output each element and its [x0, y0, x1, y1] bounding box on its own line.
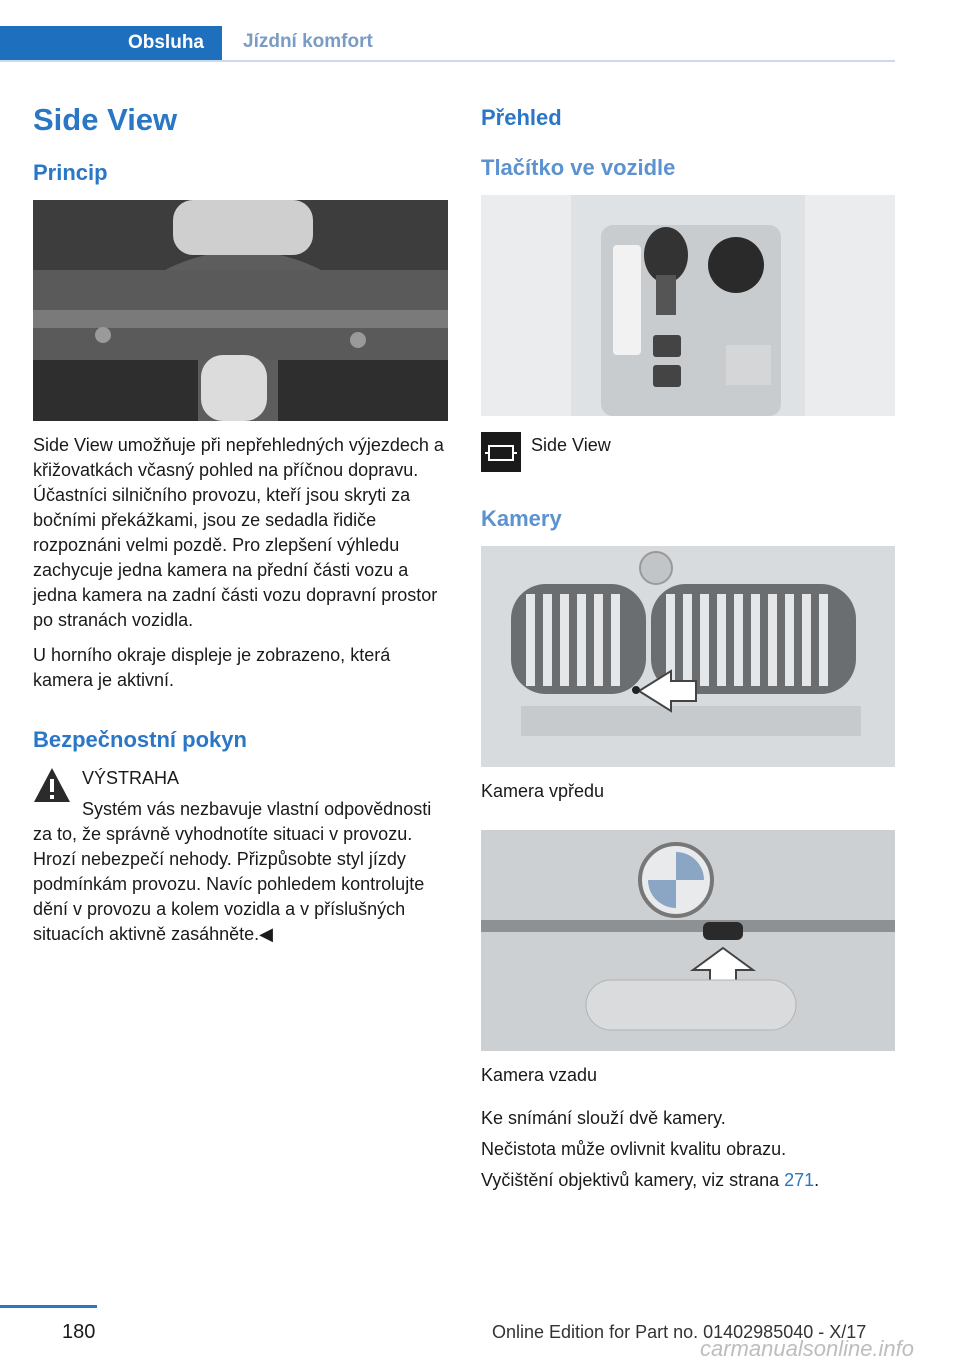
side-view-button-icon: [481, 432, 521, 472]
cameras-line-3: [481, 1168, 819, 1193]
section-safety: Bezpečnostní pokyn: [33, 727, 247, 752]
warning-label: VÝSTRAHA: [82, 768, 180, 788]
cameras-line-2: Nečistota může ovlivnit kvalitu obrazu.: [481, 1139, 787, 1159]
tab-jizdni-komfort[interactable]: Jízdní komfort: [243, 31, 373, 52]
front-camera-photo-svg: [481, 546, 895, 767]
front-camera-photo: [481, 546, 895, 767]
section-princip: Princip: [33, 160, 108, 185]
cameras-line-1: Ke snímání slouží dvě kamery.: [481, 1108, 726, 1128]
principle-illustration-svg: [33, 200, 448, 421]
subsection-button: Tlačítko ve vozidle: [481, 155, 676, 180]
side-view-button-label: Side View: [531, 435, 611, 455]
footer-accent-line: [0, 1305, 97, 1308]
button-photo-svg: [481, 195, 895, 416]
tab-obsluha-label: Obsluha: [127, 32, 204, 53]
caption-front-camera: Kamera vpředu: [481, 781, 605, 801]
header-divider: [0, 60, 895, 62]
page-title: Side View: [33, 102, 178, 137]
principle-paragraph: Side View umožňuje při nepřehledných výjezdech a křižovatkách včasný pohled na příčnou dopravu. Účastníci silničního provozu, kteří jsou skryti za bočními překážkami, jsou ze sedadla řidiče rozpoznáni velmi pozdě. Pro zlepšení výhledu zachycuje jedna kamera na přední části vozu a jedna kamera na zadní části vozu dopravní prostor po stranách vozidla.: [33, 435, 444, 630]
principle-illustration: [33, 200, 448, 421]
page-link-271[interactable]: 271: [784, 1170, 815, 1190]
edition-text: Online Edition for Part no. 01402985040 - X/17: [492, 1322, 867, 1342]
rear-camera-photo: [481, 830, 895, 1051]
button-photo: [481, 195, 895, 416]
cameras-line-3-end: .: [814, 1170, 820, 1190]
section-overview: Přehled: [481, 105, 562, 130]
watermark: carmanualsonline.info: [700, 1336, 915, 1361]
warning-text: Systém vás nezbavuje vlastní odpovědnosti za to, že správně vyhodnotíte situaci v provozu. Hrozí nebezpečí nehody. Přizpůsobte styl jízdy podmínkám provozu. Navíc pohledem kontrolujte dění v provozu a kolem vozidla a v příslušných situacích aktivně zasáhněte.◀: [33, 799, 432, 944]
cameras-line-3-text: Vyčištění objektivů kamery, viz strana: [481, 1170, 785, 1190]
subsection-cameras: Kamery: [481, 506, 562, 531]
rear-camera-photo-svg: [481, 830, 895, 1051]
page-number: 180: [62, 1321, 96, 1343]
display-paragraph: U horního okraje displeje je zobrazeno, která kamera je aktivní.: [33, 645, 391, 690]
tab-obsluha[interactable]: [0, 26, 222, 62]
caption-rear-camera: Kamera vzadu: [481, 1065, 598, 1085]
